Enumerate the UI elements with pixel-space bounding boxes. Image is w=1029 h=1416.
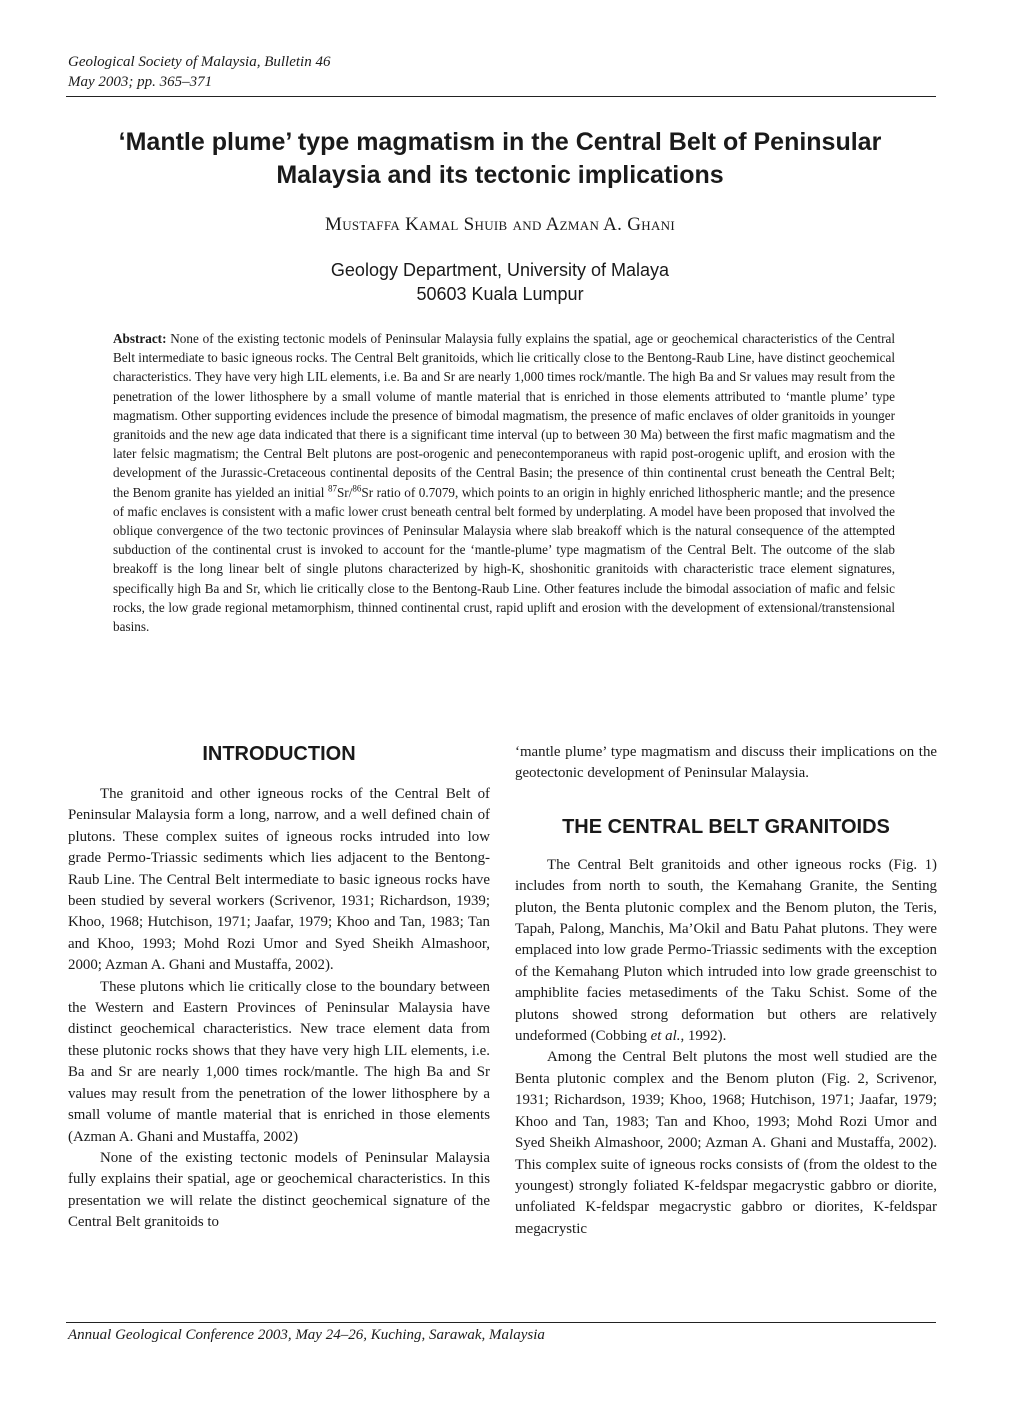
central-belt-paragraph-1 — [515, 855, 937, 1048]
footer-rule — [66, 1322, 936, 1323]
journal-citation — [68, 52, 330, 92]
affiliation — [60, 258, 940, 306]
introduction-heading: INTRODUCTION — [202, 743, 356, 765]
title-line-1: ‘Mantle plume’ type magmatism in the Central Belt of Peninsular — [118, 128, 882, 156]
journal-line-2: May 2003; pp. 365–371 — [68, 74, 213, 90]
abstract-text-1: None of the existing tectonic models of Peninsular Malaysia fully explains the spatial, age or geochemical characteristics of the Central Belt intermediate to basic igneous rocks. The Central Belt granitoids, which lie critically close to the Bentong-Raub Line, have distinct geochemical characteristics. They have very high LIL elements, i.e. Ba and Sr are nearly 1,000 times rock/mantle. The high Ba and Sr values may result from the penetration of the lower lithosphere by a small volume of mantle material that is enriched in those elements attributed to ‘mantle plume’ type magmatism. Other supporting evidences include the presence of bimodal magmatism, the presence of mafic enclaves of older granitoids in younger granitoids and the new age data indicated that there is a significant time interval (up to between 30 Ma) between the first mafic magmatism and the later felsic magmatism; the Central Belt plutons are post-orogenic and penecontemporaneus with rapid post-orogenic uplift, and erosion with the development of the Jurassic-Cretaceous continental deposits of the Central Basin; the presence of thin continental crust beneath the Central Belt; the Benom granite has yielded an initial — [113, 331, 895, 500]
conference-footer: Annual Geological Conference 2003, May 24–26, Kuching, Sarawak, Malaysia — [68, 1327, 545, 1343]
abstract-sr-1: Sr/ — [336, 484, 353, 500]
paper-title — [60, 126, 940, 192]
intro-paragraph-1: The granitoid and other igneous rocks of the Central Belt of Peninsular Malaysia form a long, narrow, and a well defined chain of plutons. These complex suites of igneous rocks intruded into low grade Permo-Triassic sediments which lies adjacent to the Bentong-Raub Line. The Central Belt intermediate to basic igneous rocks have been studied by several workers (Scrivenor, 1931; Richardson, 1939; Khoo, 1968; Hutchison, 1971; Jaafar, 1979; Khoo and Tan, 1983; Tan and Khoo, 1993; Mohd Rozi Umor and Syed Sheikh Almashoor, 2000; Azman A. Ghani and Mustaffa, 2002). — [68, 786, 490, 974]
intro-paragraph-3: None of the existing tectonic models of Peninsular Malaysia fully explains their spatial, age or geochemical characteristics. In this presentation we will relate the distinct geochemical signature of the Central Belt granitoids to — [68, 1149, 490, 1231]
affiliation-line-2: 50603 Kuala Lumpur — [416, 284, 584, 304]
abstract-text-2: Sr ratio of 0.7079, which points to an origin in highly enriched lithospheric mantle; and the presence of mafic enclaves is consistent with a mafic lower crust beneath central belt formed by underplating. A model have been proposed that involved the oblique convergence of the two tectonic provinces of Peninsular Malaysia where slab breakoff which is the natural consequence of the attempted subduction of the continental crust is invoked to account for the ‘mantle-plume’ type magmatism of the Central Belt. The outcome of the slab breakoff is the long linear belt of single plutons characterized by high-K, shoshonitic granitoids with characteristic trace element signatures, specifically high Ba and Sr, which lie critically close to the Bentong-Raub Line. Other features include the bimodal association of mafic and felsic rocks, the low grade regional metamorphism, thinned continental crust, rapid uplift and erosion with the development of extensional/transtensional basins. — [113, 484, 895, 635]
journal-line-1: Geological Society of Malaysia, Bulletin 46 — [68, 54, 331, 70]
right-column — [515, 742, 937, 1240]
intro-paragraph-3-continued: ‘mantle plume’ type magmatism and discuss their implications on the geotectonic development of Peninsular Malaysia. — [515, 744, 937, 782]
title-line-2: Malaysia and its tectonic implications — [276, 161, 724, 189]
central-belt-p1-text: The Central Belt granitoids and other igneous rocks (Fig. 1) includes from north to south, the Kemahang Granite, the Senting pluton, the Benta plutonic complex and the Benom pluton, the Teris, Tapah, Palong, Manchis, Ma’Okil and Batu Pahat plutons. They were emplaced into low grade Permo-Triassic sediments with the exception of the Kemahang Pluton which intruded into low grade greenschist to amphiblite facies metasediments of the Taku Schist. Some of the plutons showed strong deformation but others are relatively undeformed (Cobbing — [515, 856, 937, 1045]
central-belt-heading: THE CENTRAL BELT GRANITOIDS — [562, 815, 890, 838]
central-belt-p1-italic: et al. — [650, 1028, 681, 1045]
authors: Mustaffa Kamal Shuib and Azman A. Ghani — [325, 214, 675, 235]
affiliation-line-1: Geology Department, University of Malaya — [330, 260, 670, 280]
abstract-sup-2: 86 — [352, 483, 362, 494]
left-column — [68, 740, 490, 1234]
central-belt-paragraph-2: Among the Central Belt plutons the most well studied are the Benta plutonic complex and the Benom pluton (Fig. 2, Scrivenor, 1931; Richardson, 1939; Khoo, 1968; Hutchison, 1971; Jaafar, 1979; Khoo and Tan, 1983; Tan and Khoo, 1993; Mohd Rozi Umor and Syed Sheikh Almashoor, 2000; Azman A. Ghani and Mustaffa, 2002). This complex suite of igneous rocks consists of (from the oldest to the youngest) strongly foliated K-feldspar megacrystic gabbro or diorite, unfoliated K-feldspar megacrystic gabbro or diorites, K-feldspar megacrystic — [515, 1049, 937, 1237]
abstract — [113, 329, 895, 636]
header-rule — [66, 96, 936, 97]
abstract-sup-1: 87 — [327, 483, 337, 494]
intro-paragraph-2: These plutons which lie critically close to the boundary between the Western and Eastern Provinces of Peninsular Malaysia have distinct geochemical characteristics. New trace element data from these plutonic rocks shows that they have very high LIL elements, i.e. Ba and Sr are nearly 1,000 times rock/mantle. The high Ba and Sr values may result from the penetration of the lower lithosphere by a small volume of mantle material that is enriched in those elements (Azman A. Ghani and Mustaffa, 2002) — [68, 978, 490, 1145]
abstract-label: Abstract: — [113, 331, 167, 346]
central-belt-p1-end: , 1992). — [680, 1028, 727, 1045]
